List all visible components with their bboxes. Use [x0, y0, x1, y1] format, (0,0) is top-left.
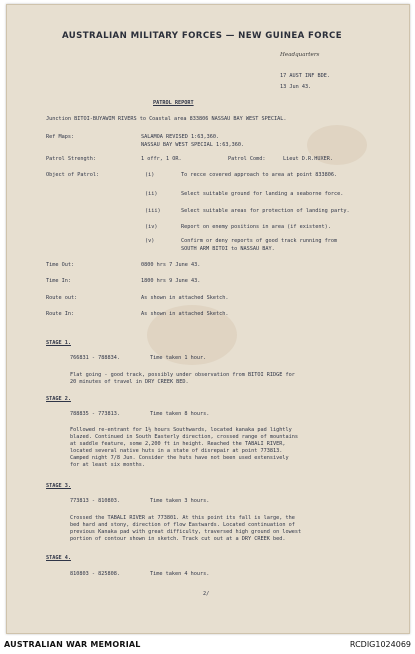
page-marker: 2/: [203, 591, 210, 597]
object-item-number: (v): [145, 238, 155, 244]
object-item-number: (iii): [145, 208, 161, 214]
route-in-value: As shown in attached Sketch.: [141, 311, 229, 317]
report-date: 13 Jun 43.: [280, 84, 312, 90]
stage-text-line: located several native huts in a state of disrepair at point 773813.: [70, 448, 283, 454]
stage-time: Time taken 3 hours.: [150, 498, 210, 504]
archive-footer: [0, 636, 415, 654]
object-item-number: (iv): [145, 224, 158, 230]
ref-map-line: SALAMOA REVISED 1:63,360.: [141, 134, 220, 140]
stage-text-line: Crossed the TABALI RIVER at 773801. At this point its fall is large, the: [70, 515, 295, 521]
stage-time: Time taken 1 hour.: [150, 355, 207, 361]
stage-text-line: Flat going - good track, possibly under observation from BITOI RIDGE for: [70, 372, 295, 378]
object-item-text: SOUTH ARM BITOI to NASSAU BAY.: [181, 246, 275, 252]
field-label: Route In:: [46, 311, 75, 317]
stage-text-line: 20 minutes of travel in DRY CREEK BED.: [70, 379, 189, 385]
patrol-commander-value: Lieut D.R.HUXER.: [283, 156, 333, 162]
stage-time: Time taken 8 hours.: [150, 411, 210, 417]
headquarters-label: Headquarters: [280, 52, 320, 58]
field-label: Ref Maps:: [46, 134, 75, 140]
ref-map-line: NASSAU BAY WEST SPECIAL 1:63,360.: [141, 142, 245, 148]
stage-title: STAGE 3.: [46, 483, 71, 489]
field-label: Time Out:: [46, 262, 75, 268]
field-label: Object of Patrol:: [46, 172, 100, 178]
stage-route: 788835 - 773813.: [70, 411, 120, 417]
stage-text-line: at saddle feature, some 2,200 ft in height. Reached the TABALI RIVER,: [70, 441, 286, 447]
field-label: Time In:: [46, 278, 71, 284]
object-item-number: (ii): [145, 191, 158, 197]
archive-name: AUSTRALIAN WAR MEMORIAL: [4, 640, 141, 649]
stage-text-line: portion of contour shown in sketch. Track cut out at a DRY CREEK bed.: [70, 536, 286, 542]
stage-text-line: Camped night 7/8 Jun. Consider the huts have not been used extensively: [70, 455, 289, 461]
route-out-value: As shown in attached Sketch.: [141, 295, 229, 301]
stage-title: STAGE 2.: [46, 396, 71, 402]
unit-designation: 17 AUST INF BDE.: [280, 73, 330, 79]
stage-text-line: bed hard and stony, direction of flow Eastwards. Located continuation of: [70, 522, 295, 528]
stage-time: Time taken 4 hours.: [150, 571, 210, 577]
object-item-text: Select suitable areas for protection of landing party.: [181, 208, 350, 214]
stage-text-line: Followed re-entrant for 1½ hours Southwards, located kanaka pad lightly: [70, 427, 292, 433]
archive-id: RCDIG1024069: [349, 640, 411, 649]
object-item-text: To recce covered approach to area at point 833806.: [181, 172, 338, 178]
field-label: Route out:: [46, 295, 78, 301]
object-item-text: Select suitable ground for landing a seaborne force.: [181, 191, 344, 197]
report-subject: Junction BITOI-BUYAWIM RIVERS to Coastal area 833806 NASSAU BAY WEST SPECIAL.: [46, 116, 287, 122]
object-item-number: (i): [145, 172, 155, 178]
stage-text-line: for at least six months.: [70, 462, 145, 468]
stage-route: 773813 - 810803.: [70, 498, 120, 504]
field-label: Patrol Strength:: [46, 156, 96, 162]
stage-text-line: blazed. Continued in South Easterly direction, crossed range of mountains: [70, 434, 298, 440]
stage-text-line: previous Kanaka pad with great difficulty, traversed high ground on lowest: [70, 529, 302, 535]
field-label: Patrol Comd:: [228, 156, 266, 162]
report-title: PATROL REPORT: [153, 100, 194, 106]
object-item-text: Confirm or deny reports of good track running from: [181, 238, 338, 244]
patrol-strength-value: 1 offr, 1 OR.: [141, 156, 182, 162]
stage-title: STAGE 4.: [46, 555, 71, 561]
letterhead: AUSTRALIAN MILITARY FORCES — NEW GUINEA FORCE: [62, 31, 342, 41]
stage-route: 766831 - 788834.: [70, 355, 120, 361]
time-in-value: 1800 hrs 9 June 43.: [141, 278, 201, 284]
time-out-value: 0800 hrs 7 June 43.: [141, 262, 201, 268]
stage-route: 810803 - 825808.: [70, 571, 120, 577]
stage-title: STAGE 1.: [46, 340, 71, 346]
object-item-text: Report on enemy positions in area (if existent).: [181, 224, 331, 230]
